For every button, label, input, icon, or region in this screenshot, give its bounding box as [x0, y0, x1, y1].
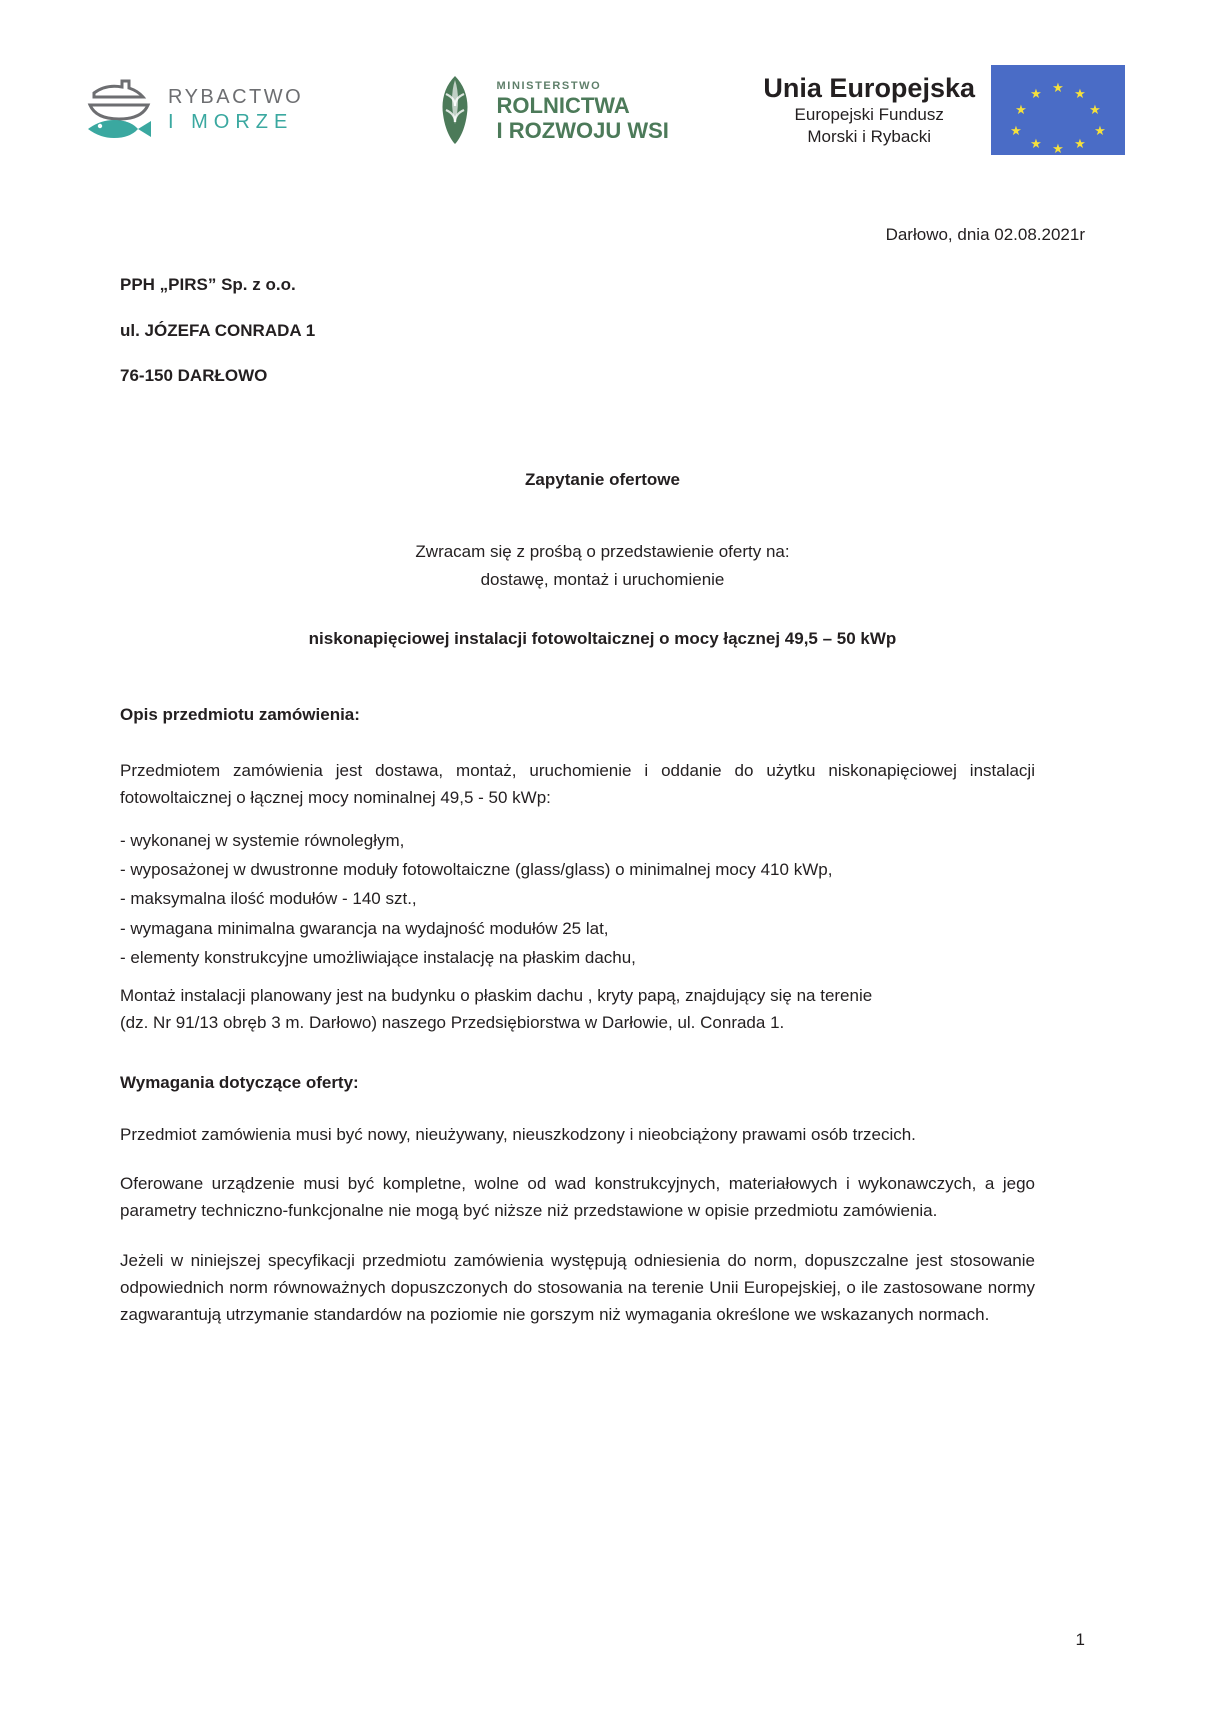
opis-paragraph: Przedmiotem zamówienia jest dostawa, montaż, uruchomienie i oddanie do użytku niskonapięciowej instalacji fotowoltaicznej o łącznej mocy nominalnej 49,5 - 50 kWp:: [120, 761, 1035, 808]
svg-text:★: ★: [1030, 87, 1042, 102]
logo-ministerstwo: [425, 74, 669, 146]
unia-line1: Unia Europejska: [763, 73, 975, 104]
list-item: - maksymalna ilość modułów - 140 szt.,: [120, 889, 417, 909]
list-item: - wyposażonej w dwustronne moduły fotowoltaiczne (glass/glass) o minimalnej mocy 410 kWp,: [120, 860, 833, 880]
intro-line-1: Zwracam się z prośbą o przedstawienie oferty na:: [415, 542, 790, 561]
wymagania-paragraph-2: Oferowane urządzenie musi być kompletne, wolne od wad konstrukcyjnych, materiałowych i wykonawczych, a jego parametry techniczno-funkcjonalne nie mogą być niższe niż przedstawione w opisie przedmiotu zamówienia.: [120, 1174, 1035, 1221]
wymagania-heading: Wymagania dotyczące oferty:: [120, 1073, 359, 1092]
svg-text:★: ★: [1089, 103, 1101, 118]
logo-unia-europejska: [763, 65, 1125, 155]
svg-text:★: ★: [1030, 137, 1042, 152]
date-line: Darłowo, dnia 02.08.2021r: [885, 225, 1085, 244]
eu-flag-icon: [991, 65, 1125, 155]
rybactwo-line2: I MORZE: [168, 111, 294, 133]
opis-heading: Opis przedmiotu zamówienia:: [120, 705, 360, 724]
addressee-line: PPH „PIRS” Sp. z o.o.: [120, 275, 296, 294]
ministerstwo-line2: I ROZWOJU WSI: [496, 118, 669, 143]
montaz-line-1: Montaż instalacji planowany jest na budynku o płaskim dachu , kryty papą, znajdujący się na terenie: [120, 986, 873, 1005]
svg-text:★: ★: [1074, 137, 1086, 152]
wymagania-paragraph-1: Przedmiot zamówienia musi być nowy, nieużywany, nieuszkodzony i nieobciążony prawami osób trzecich.: [120, 1125, 916, 1144]
unia-line2: Europejski Fundusz: [794, 105, 944, 125]
unia-wordmark: [763, 73, 975, 147]
svg-text:★: ★: [1052, 142, 1064, 155]
intro-line-2: dostawę, montaż i uruchomienie: [480, 570, 725, 590]
wheat-ear-icon: [425, 74, 485, 146]
wymagania-paragraph-3: Jeżeli w niniejszej specyfikacji przedmiotu zamówienia występują odniesienia do norm, dopuszczalne jest stosowanie odpowiednich norm równoważnych dopuszczonych do stosowania na terenie Unii Europejskiej, o ile zastosowane normy zagwarantują utrzymanie standardów na poziomie nie gorszym niż wymagania określone we wskazanych normach.: [120, 1250, 1035, 1324]
addressee-line: ul. JÓZEFA CONRADA 1: [120, 320, 316, 340]
section-wymagania: [120, 1073, 1035, 1328]
page-number: 1: [1075, 1630, 1085, 1649]
rybactwo-line1: RYBACTWO: [168, 86, 304, 108]
ministerstwo-label: MINISTERSTWO: [496, 80, 602, 93]
page-title: Zapytanie ofertowe: [525, 470, 680, 489]
logo-rybactwo: [80, 79, 330, 141]
subject-line: niskonapięciowej instalacji fotowoltaicznej o mocy łącznej 49,5 – 50 kWp: [308, 629, 897, 648]
svg-text:★: ★: [1015, 103, 1027, 118]
svg-text:★: ★: [1010, 124, 1022, 139]
section-montaz: [120, 982, 1035, 1036]
logo-bar: [80, 55, 1125, 165]
svg-text:★: ★: [1094, 124, 1106, 139]
svg-text:★: ★: [1052, 81, 1064, 96]
rybactwo-wordmark: [168, 85, 303, 135]
ministerstwo-line1: ROLNICTWA: [496, 93, 630, 119]
ministerstwo-wordmark: [497, 76, 669, 143]
fish-and-boat-icon: [80, 79, 158, 141]
section-opis: [120, 705, 1035, 811]
intro-block: [0, 538, 1205, 594]
addressee-line: 76-150 DARŁOWO: [120, 366, 268, 386]
list-item: - wykonanej w systemie równoległym,: [120, 831, 405, 850]
montaz-line-2: (dz. Nr 91/13 obręb 3 m. Darłowo) naszego Przedsiębiorstwa w Darłowie, ul. Conrada 1.: [120, 1013, 785, 1033]
addressee-block: [120, 262, 315, 399]
svg-text:★: ★: [1074, 87, 1086, 102]
unia-line3: Morski i Rybacki: [807, 126, 932, 146]
list-item: - elementy konstrukcyjne umożliwiające instalację na płaskim dachu,: [120, 947, 636, 967]
list-item: - wymagana minimalna gwarancja na wydajność modułów 25 lat,: [120, 918, 609, 938]
requirements-list: [120, 826, 1035, 972]
